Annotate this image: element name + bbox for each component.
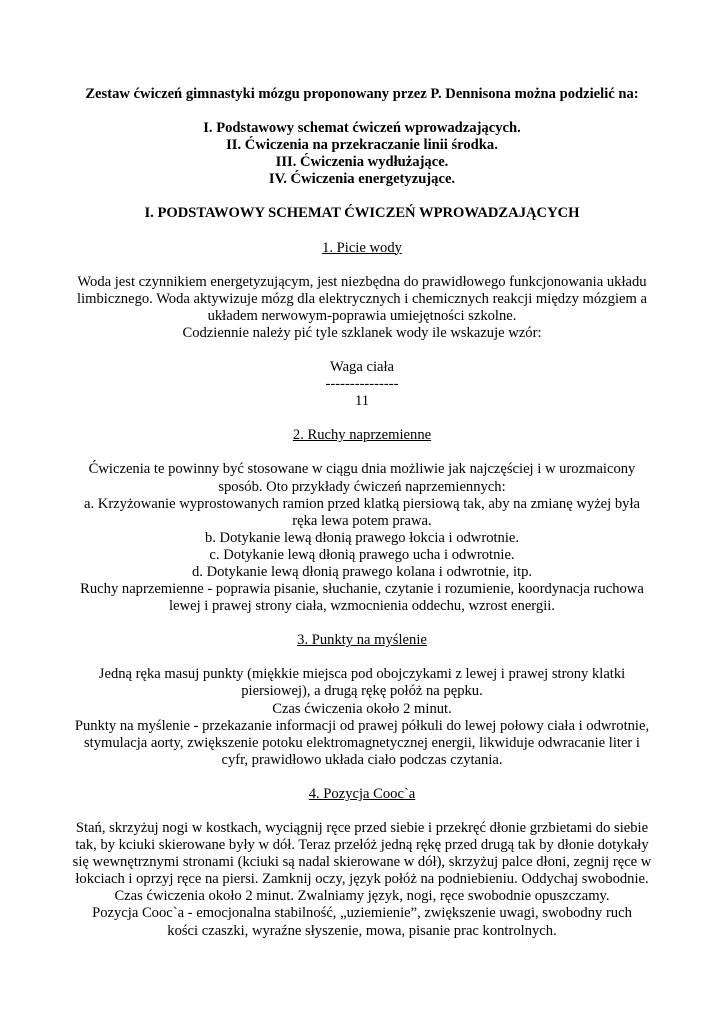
paragraph-line: stymulacja aorty, zwiększenie potoku elektromagnetycznej energii, likwiduje odwracanie liter i [84,734,640,751]
list-item: c. Dotykanie lewą dłonią prawego ucha i odwrotnie. [209,546,515,563]
toc-item: IV. Ćwiczenia energetyzujące. [268,171,456,188]
paragraph-line: Czas ćwiczenia około 2 minut. [272,700,452,717]
formula-divider: --------------- [325,376,399,393]
paragraph-line: Punkty na myślenie - przekazanie informacji od prawej półkuli do lewej połowy ciała i odwrotnie, [74,717,650,734]
paragraph-line: Codziennie należy pić tyle szklanek wody ile wskazuje wzór: [182,324,542,341]
paragraph-line: sposób. Oto przykłady ćwiczeń naprzemiennych: [218,478,506,495]
paragraph-line: Czas ćwiczenia około 2 minut. Zwalniamy język, nogi, ręce swobodnie opuszczamy. [114,888,610,905]
list-item: b. Dotykanie lewą dłonią prawego łokcia i odwrotnie. [204,529,520,546]
exercise-1-heading: 1. Picie wody [322,239,402,256]
toc-item: I. Podstawowy schemat ćwiczeń wprowadzających. [203,120,521,137]
exercise-3-heading: 3. Punkty na myślenie [297,632,427,649]
list-item: ręka lewa potem prawa. [292,512,432,529]
toc-item: III. Ćwiczenia wydłużające. [275,154,449,171]
formula-numerator: Waga ciała [329,359,395,376]
paragraph-line: łokciach i oprzyj ręce na piersi. Zamknij oczy, język połóż na podniebieniu. Oddychaj swobodnie. [75,871,649,888]
list-item: d. Dotykanie lewą dłonią prawego kolana i odwrotnie, itp. [191,563,533,580]
paragraph-line: Jedną ręka masuj punkty (miękkie miejsca pod obojczykami z lewej i prawej strony klatki [98,666,626,683]
paragraph-line: Ćwiczenia te powinny być stosowane w ciągu dnia możliwie jak najczęściej i w urozmaicony [88,461,636,478]
paragraph-line: cyfr, prawidłowo układa ciało podczas czytania. [221,751,503,768]
paragraph-line: Ruchy naprzemienne - poprawia pisanie, słuchanie, czytanie i rozumienie, koordynacja ruchowa [80,581,644,598]
paragraph-line: Stań, skrzyżuj nogi w kostkach, wyciągnij ręce przed siebie i przekręć dłonie grzbietami do siebie [75,820,649,836]
intro-text: Zestaw ćwiczeń gimnastyki mózgu proponowany przez P. Dennisona można podzielić na: [85,86,639,102]
paragraph-line: tak, by kciuki skierowane były w dół. Teraz przełóż jedną rękę przed drugą tak by dłonie dotykały [75,837,649,854]
paragraph-line: piersiowej), a drugą rękę połóż na pępku. [241,683,483,700]
paragraph-line: Woda jest czynnikiem energetyzującym, jest niezbędna do prawidłowego funkcjonowania układu [77,273,647,290]
paragraph-line: układem nerwowym-poprawia umiejętności szkolne. [207,307,517,324]
paragraph-line: kości czaszki, wyraźne słyszenie, mowa, pisanie prac kontrolnych. [167,922,557,939]
document-page [70,86,654,940]
paragraph-line: Pozycja Cooc`a - emocjonalna stabilność, „uziemienie”, zwiększenie uwagi, swobodny ruch [92,905,632,922]
exercise-2-heading: 2. Ruchy naprzemienne [292,427,432,444]
list-item: a. Krzyżowanie wyprostowanych ramion przed klatką piersiową tak, aby na zmianę wyżej była [84,495,640,512]
section-title: I. PODSTAWOWY SCHEMAT ĆWICZEŃ WPROWADZAJĄCYCH [144,205,580,222]
paragraph-line: lewej i prawej strony ciała, wzmocnienia oddechu, wzrost energii. [169,598,555,615]
paragraph-line: się wewnętrznymi stronami (kciuki są nadal skierowane w dół), skrzyżuj palce dłoni, zegnij ręce w [72,854,652,871]
exercise-4-heading: 4. Pozycja Cooc`a [308,785,416,802]
formula-denominator: 11 [354,393,370,410]
paragraph-line: limbicznego. Woda aktywizuje mózg dla elektrycznych i chemicznych reakcji między mózgiem a [77,290,647,307]
toc-item: II. Ćwiczenia na przekraczanie linii środka. [226,137,498,154]
